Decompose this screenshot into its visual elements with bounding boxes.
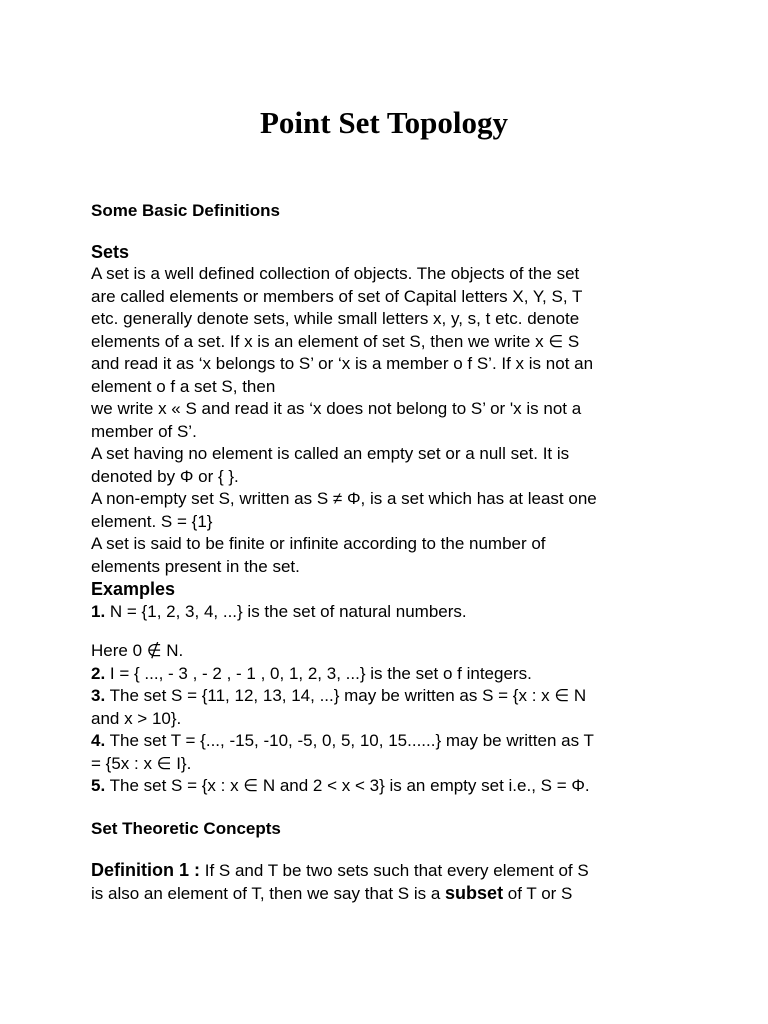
document-body <box>91 200 691 904</box>
spacer <box>91 798 691 818</box>
example-number: 1. <box>91 601 106 621</box>
sets-paragraph-line: etc. generally denote sets, while small letters x, y, s, t etc. denote <box>91 309 580 328</box>
sets-paragraph-line: member of S’. <box>91 421 197 441</box>
example-item <box>91 730 691 753</box>
definition-text: of T or S <box>503 883 573 903</box>
definition-text: If S and T be two sets such that every element of S <box>200 861 589 880</box>
sets-paragraph-line: element. S = {1} <box>91 511 213 531</box>
sets-paragraph-line: elements present in the set. <box>91 556 300 576</box>
example-note: Here 0 ∉ N. <box>91 641 184 660</box>
definition-term: subset <box>445 882 504 903</box>
sets-paragraph-line: A set is a well defined collection of objects. The objects of the set <box>91 264 580 283</box>
page-title: Point Set Topology <box>259 105 509 140</box>
example-number: 2. <box>91 663 106 683</box>
examples-heading: Examples <box>91 579 176 599</box>
sets-paragraph-line: we write x « S and read it as ‘x does not belong to S’ or 'x is not a <box>91 399 582 418</box>
sets-paragraph-line: elements of a set. If x is an element of set S, then we write x ∈ S <box>91 331 580 351</box>
example-text: N = {1, 2, 3, 4, ...} is the set of natural numbers. <box>105 601 467 621</box>
example-text: The set T = {..., -15, -10, -5, 0, 5, 10, 15......} may be written as T <box>105 731 594 750</box>
sets-paragraph-line: are called elements or members of set of Capital letters X, Y, S, T <box>91 286 583 306</box>
example-number: 3. <box>91 686 106 705</box>
example-text: The set S = {11, 12, 13, 14, ...} may be written as S = {x : x ∈ N <box>105 686 587 705</box>
sets-paragraph-line: A set having no element is called an empty set or a null set. It is <box>91 444 570 463</box>
example-text: I = { ..., - 3 , - 2 , - 1 , 0, 1, 2, 3, ...} is the set o f integers. <box>105 663 532 683</box>
example-continuation: and x > 10}. <box>91 708 182 728</box>
sets-paragraph-line: A set is said to be finite or infinite according to the number of <box>91 534 546 553</box>
example-item <box>91 685 691 708</box>
example-number: 5. <box>91 776 106 795</box>
example-text: The set S = {x : x ∈ N and 2 < x < 3} is an empty set i.e., S = Φ. <box>105 776 590 795</box>
example-item <box>91 775 691 798</box>
example-continuation: = {5x : x ∈ I}. <box>91 753 192 773</box>
spacer <box>91 623 691 640</box>
example-number: 4. <box>91 731 106 750</box>
definition-line <box>91 859 691 882</box>
definition-label: Definition 1 : <box>91 860 200 880</box>
spacer <box>91 840 691 859</box>
spacer <box>91 223 691 241</box>
section-heading: Some Basic Definitions <box>91 201 280 220</box>
sets-paragraph-line: denoted by Φ or { }. <box>91 466 239 486</box>
definition-line <box>91 882 691 905</box>
concepts-heading: Set Theoretic Concepts <box>91 818 281 838</box>
sets-paragraph-line: and read it as ‘x belongs to S’ or ‘x is a member o f S’. If x is not an <box>91 354 594 373</box>
sets-heading: Sets <box>91 241 130 262</box>
definition-text: is also an element of T, then we say that S is a <box>91 883 446 903</box>
example-item <box>91 663 691 686</box>
sets-paragraph-line: A non-empty set S, written as S ≠ Φ, is a set which has at least one <box>91 489 597 508</box>
sets-paragraph-line: element o f a set S, then <box>91 376 276 396</box>
example-item <box>91 601 691 624</box>
